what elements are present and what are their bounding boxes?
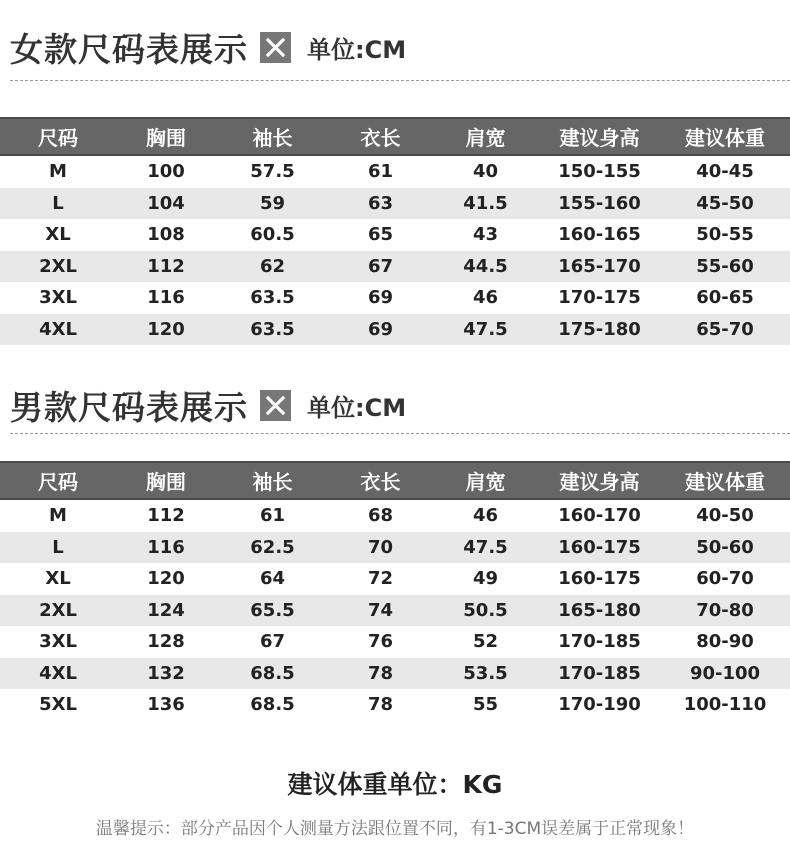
table-cell: 69 <box>329 314 432 346</box>
table-cell: 68 <box>367 505 394 527</box>
table-cell: 120 <box>116 314 216 346</box>
table-cell: 100 <box>147 161 185 183</box>
table-cell: 70-80 <box>660 595 790 627</box>
table-cell: 65-70 <box>660 314 790 346</box>
table-row <box>0 499 790 532</box>
close-x-icon <box>260 390 291 421</box>
table-cell: 40-45 <box>696 161 754 183</box>
table-cell: 160-170 <box>558 505 641 527</box>
column-header: 肩宽 <box>432 118 539 155</box>
table-cell: 67 <box>329 251 432 283</box>
table-cell: 74 <box>329 595 432 627</box>
table-cell: 50-55 <box>696 224 754 246</box>
table-cell: 61 <box>367 161 394 183</box>
table-cell: 2XL <box>0 595 116 627</box>
table-cell: 160-175 <box>558 568 641 590</box>
table-cell: 44.5 <box>432 251 539 283</box>
table-cell: 55 <box>472 694 499 716</box>
table-cell: 136 <box>147 694 185 716</box>
table-cell: 76 <box>367 631 394 653</box>
table-cell: 165-170 <box>539 251 660 283</box>
table-cell: 63.5 <box>250 287 295 309</box>
table-row <box>0 314 790 346</box>
table-cell: 53.5 <box>432 658 539 690</box>
women-size-table <box>0 117 790 345</box>
column-header: 建议身高 <box>539 118 660 155</box>
column-header: 肩宽 <box>432 462 539 499</box>
table-cell: L <box>0 532 116 564</box>
table-cell: 132 <box>116 658 216 690</box>
table-cell: 60-65 <box>696 287 754 309</box>
column-header: 建议体重 <box>660 462 790 499</box>
table-header-row <box>0 118 790 155</box>
table-cell: 128 <box>147 631 185 653</box>
table-cell: 40 <box>472 161 499 183</box>
men-divider <box>10 433 790 434</box>
table-cell: 4XL <box>0 314 116 346</box>
table-cell: 170-185 <box>539 658 660 690</box>
women-section-header <box>10 24 406 71</box>
table-cell: 52 <box>472 631 499 653</box>
table-row <box>0 658 790 690</box>
table-cell: 116 <box>116 532 216 564</box>
table-cell: 61 <box>259 505 286 527</box>
table-cell: XL <box>45 224 71 246</box>
men-size-table <box>0 461 790 721</box>
table-cell: 47.5 <box>432 314 539 346</box>
column-header: 胸围 <box>116 462 216 499</box>
table-cell: 65.5 <box>216 595 329 627</box>
table-row <box>0 188 790 220</box>
column-header: 衣长 <box>329 462 432 499</box>
table-row <box>0 689 790 721</box>
table-cell: 63 <box>329 188 432 220</box>
table-cell: 170-185 <box>558 631 641 653</box>
table-cell: 45-50 <box>660 188 790 220</box>
table-cell: 65 <box>367 224 394 246</box>
table-cell: 50.5 <box>432 595 539 627</box>
women-section-title: 女款尺码表展示 <box>10 30 248 69</box>
table-cell: 40-50 <box>696 505 754 527</box>
table-cell: 2XL <box>0 251 116 283</box>
table-cell: M <box>49 505 67 527</box>
table-cell: 78 <box>367 694 394 716</box>
table-cell: 170-175 <box>558 287 641 309</box>
table-cell: 120 <box>147 568 185 590</box>
table-row <box>0 563 790 595</box>
close-x-icon <box>260 32 291 63</box>
table-cell: 47.5 <box>432 532 539 564</box>
table-cell: 41.5 <box>432 188 539 220</box>
table-row <box>0 626 790 658</box>
column-header: 建议身高 <box>539 462 660 499</box>
table-cell: 50-60 <box>660 532 790 564</box>
table-cell: 59 <box>216 188 329 220</box>
table-cell: 100-110 <box>683 694 767 716</box>
measurement-tip: 温馨提示：部分产品因个人测量方法跟位置不同，有1-3CM误差属于正常现象！ <box>95 819 695 839</box>
table-cell: 64 <box>259 568 286 590</box>
table-cell: 72 <box>367 568 394 590</box>
table-cell: 3XL <box>39 631 77 653</box>
table-cell: 55-60 <box>660 251 790 283</box>
table-cell: 57.5 <box>250 161 295 183</box>
table-cell: 43 <box>472 224 499 246</box>
column-header: 袖长 <box>216 118 329 155</box>
table-cell: 108 <box>147 224 185 246</box>
men-section-title: 男款尺码表展示 <box>10 388 248 427</box>
table-cell: 90-100 <box>660 658 790 690</box>
table-cell: 78 <box>329 658 432 690</box>
table-cell: 175-180 <box>539 314 660 346</box>
table-cell: 60-70 <box>696 568 754 590</box>
table-cell: 69 <box>367 287 394 309</box>
table-cell: M <box>49 161 67 183</box>
table-cell: 4XL <box>0 658 116 690</box>
table-cell: 112 <box>116 251 216 283</box>
women-divider <box>10 80 790 81</box>
table-cell: XL <box>45 568 71 590</box>
column-header: 胸围 <box>116 118 216 155</box>
table-cell: 155-160 <box>539 188 660 220</box>
table-cell: 3XL <box>39 287 77 309</box>
table-cell: 68.5 <box>216 658 329 690</box>
column-header: 衣长 <box>329 118 432 155</box>
table-cell: 160-175 <box>539 532 660 564</box>
table-cell: 124 <box>116 595 216 627</box>
column-header: 尺码 <box>0 118 116 155</box>
table-cell: 60.5 <box>250 224 295 246</box>
table-cell: 62.5 <box>216 532 329 564</box>
men-section-header <box>10 382 406 429</box>
table-row <box>0 251 790 283</box>
table-cell: 67 <box>259 631 286 653</box>
table-cell: 70 <box>329 532 432 564</box>
women-unit-label: 单位:CM <box>307 36 407 64</box>
table-cell: 49 <box>472 568 499 590</box>
table-cell: 104 <box>116 188 216 220</box>
table-cell: 5XL <box>39 694 77 716</box>
table-row <box>0 595 790 627</box>
table-row <box>0 155 790 188</box>
column-header: 袖长 <box>216 462 329 499</box>
table-cell: L <box>0 188 116 220</box>
weight-unit-note: 建议体重单位：KG <box>287 770 503 799</box>
table-cell: 46 <box>472 287 499 309</box>
table-row <box>0 532 790 564</box>
table-cell: 63.5 <box>216 314 329 346</box>
column-header: 尺码 <box>0 462 116 499</box>
table-row <box>0 219 790 251</box>
table-cell: 160-165 <box>558 224 641 246</box>
table-cell: 116 <box>147 287 185 309</box>
table-header-row <box>0 462 790 499</box>
table-cell: 112 <box>147 505 185 527</box>
table-cell: 150-155 <box>558 161 641 183</box>
column-header: 建议体重 <box>660 118 790 155</box>
table-cell: 62 <box>216 251 329 283</box>
table-cell: 165-180 <box>539 595 660 627</box>
table-cell: 68.5 <box>250 694 295 716</box>
table-cell: 80-90 <box>696 631 754 653</box>
table-cell: 170-190 <box>558 694 641 716</box>
men-unit-label: 单位:CM <box>307 394 407 422</box>
table-cell: 46 <box>472 505 499 527</box>
table-row <box>0 282 790 314</box>
